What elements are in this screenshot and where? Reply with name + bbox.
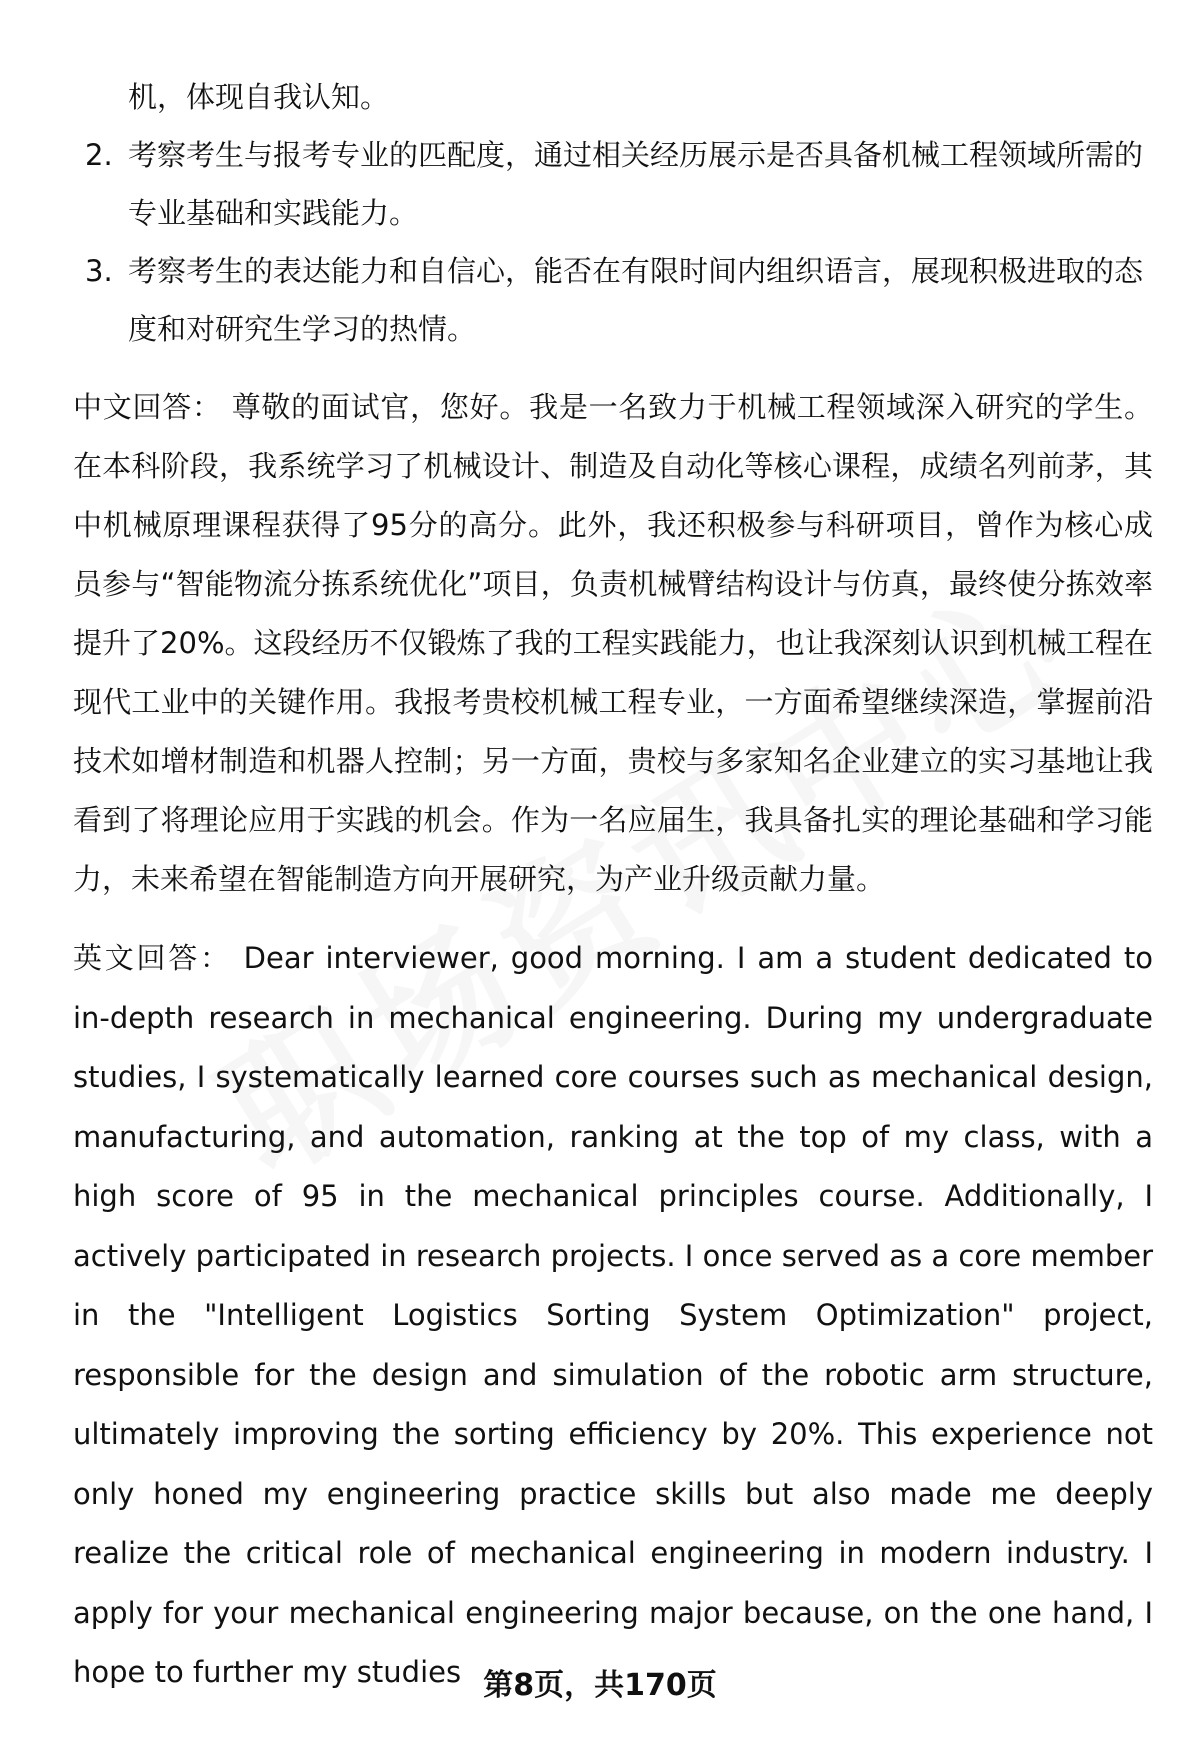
english-answer-paragraph [73, 929, 1153, 1703]
chinese-answer-label: 中文回答： [73, 390, 222, 424]
english-answer-text: Dear interviewer, good morning. I am a student dedicated to in-depth research in mechanical engineering. During my undergraduate studies, I systematically learned core courses such as mechanical design, manufacturing, and automation, ranking at the top of my class, with a high score of 95 in the mechanical principles course. Additionally, I actively participated in research projects. I once served as a core member in the "Intelligent Logistics Sorting System Optimization" project, responsible for the design and simulation of the robotic arm structure, ultimately improving the sorting efficiency by 20%. This experience not only honed my engineering practice skills but also made me deeply realize the critical role of mechanical engineering in modern industry. I apply for your mechanical engineering major because, on the one hand, I hope to further my studies [73, 941, 1154, 1689]
chinese-answer-text: 尊敬的面试官，您好。我是一名致力于机械工程领域深入研究的学生。在本科阶段，我系统学习了机械设计、制造及自动化等核心课程，成绩名列前茅，其中机械原理课程获得了95分的高分。此外，我还积极参与科研项目，曾作为核心成员参与“智能物流分拣系统优化”项目，负责机械臂结构设计与仿真，最终使分拣效率提升了20%。这段经历不仅锻炼了我的工程实践能力，也让我深刻认识到机械工程在现代工业中的关键作用。我报考贵校机械工程专业，一方面希望继续深造，掌握前沿技术如增材制造和机器人控制；另一方面，贵校与多家知名企业建立的实习基地让我看到了将理论应用于实践的机会。作为一名应届生，我具备扎实的理论基础和学习能力，未来希望在智能制造方向开展研究，为产业升级贡献力量。 [73, 390, 1153, 896]
list-item-text: 考察考生与报考专业的匹配度，通过相关经历展示是否具备机械工程领域所需的专业基础和实践能力。 [128, 138, 1144, 230]
list-item [73, 126, 1153, 242]
list-item-text: 机，体现自我认知。 [128, 80, 390, 114]
document-body [73, 68, 1153, 1703]
english-answer-label: 英文回答： [73, 941, 232, 975]
numbered-list [73, 68, 1153, 358]
page-number: 第8页，共170页 [483, 1668, 717, 1703]
list-item-text: 考察考生的表达能力和自信心，能否在有限时间内组织语言，展现积极进取的态度和对研究生学习的热情。 [128, 254, 1144, 346]
chinese-answer-paragraph [73, 378, 1153, 909]
list-item-number: 2. [85, 138, 113, 172]
list-item-number: 3. [85, 254, 113, 288]
list-item-continuation [73, 68, 1153, 126]
list-item [73, 242, 1153, 358]
